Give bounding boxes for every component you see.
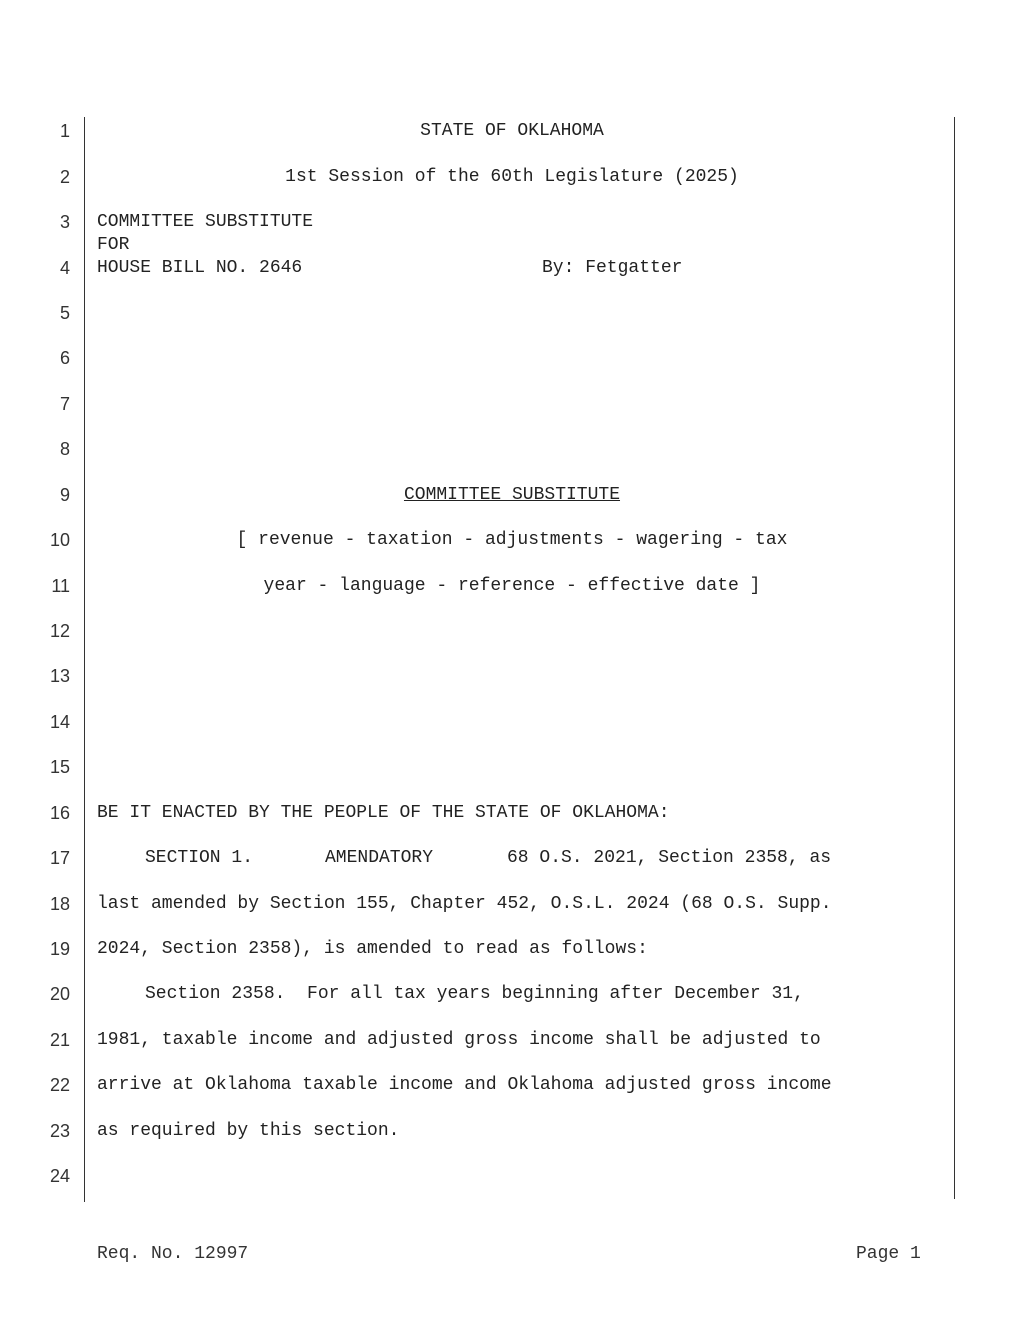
line-number: 9: [59, 485, 70, 505]
committee-substitute-label: COMMITTEE SUBSTITUTE: [97, 212, 314, 232]
line-number: 17: [49, 848, 70, 868]
line-number: 10: [49, 530, 70, 550]
body-line: last amended by Section 155, Chapter 452, O.S.L. 2024 (68 O.S. Supp.: [97, 894, 832, 914]
line-number: 7: [59, 394, 70, 414]
line-number: 3: [59, 212, 70, 232]
for-label: FOR: [97, 235, 130, 255]
body-line: as required by this section.: [97, 1121, 400, 1141]
line-number: 14: [49, 712, 70, 732]
line-number: 21: [49, 1030, 70, 1050]
body-line: 2024, Section 2358), is amended to read as follows:: [97, 939, 648, 959]
subjects-line-2: year - language - reference - effective date ]: [263, 576, 761, 596]
line-number: 22: [49, 1075, 70, 1095]
title-heading-text: COMMITTEE SUBSTITUTE: [403, 485, 621, 505]
line-number: 2: [59, 167, 70, 187]
right-margin-rule: [954, 117, 955, 1199]
request-number: Req. No. 12997: [97, 1244, 249, 1264]
line-number: 13: [49, 666, 70, 686]
line-number: 18: [49, 894, 70, 914]
line-number: 15: [49, 757, 70, 777]
left-margin-rule: [84, 117, 85, 1202]
body-line: 1981, taxable income and adjusted gross income shall be adjusted to: [97, 1030, 821, 1050]
line-number: 4: [59, 258, 70, 278]
bill-author: By: Fetgatter: [542, 258, 683, 278]
page-number: Page 1: [856, 1244, 921, 1264]
section-citation: 68 O.S. 2021, Section 2358, as: [507, 848, 832, 868]
body-line: arrive at Oklahoma taxable income and Oklahoma adjusted gross income: [97, 1075, 832, 1095]
line-number: 8: [59, 439, 70, 459]
section-label: SECTION 1.: [145, 848, 254, 868]
line-number: 11: [51, 576, 70, 596]
line-number: 1: [59, 121, 70, 141]
line-number: 12: [49, 621, 70, 641]
state-heading: STATE OF OKLAHOMA: [420, 121, 604, 141]
line-number: 20: [49, 984, 70, 1004]
bill-number: HOUSE BILL NO. 2646: [97, 258, 303, 278]
line-number: 23: [49, 1121, 70, 1141]
session-heading: 1st Session of the 60th Legislature (2025): [285, 167, 739, 187]
line-number: 19: [49, 939, 70, 959]
title-heading: [97, 484, 927, 506]
line-number: 6: [59, 348, 70, 368]
enacting-clause: BE IT ENACTED BY THE PEOPLE OF THE STATE OF OKLAHOMA:: [97, 803, 670, 823]
body-line: Section 2358. For all tax years beginning after December 31,: [145, 984, 804, 1004]
section-type: AMENDATORY: [325, 848, 434, 868]
line-number: 5: [59, 303, 70, 323]
line-number: 16: [49, 803, 70, 823]
line-number: 24: [49, 1166, 70, 1186]
subjects-line-1: [ revenue - taxation - adjustments - wagering - tax: [236, 530, 788, 550]
